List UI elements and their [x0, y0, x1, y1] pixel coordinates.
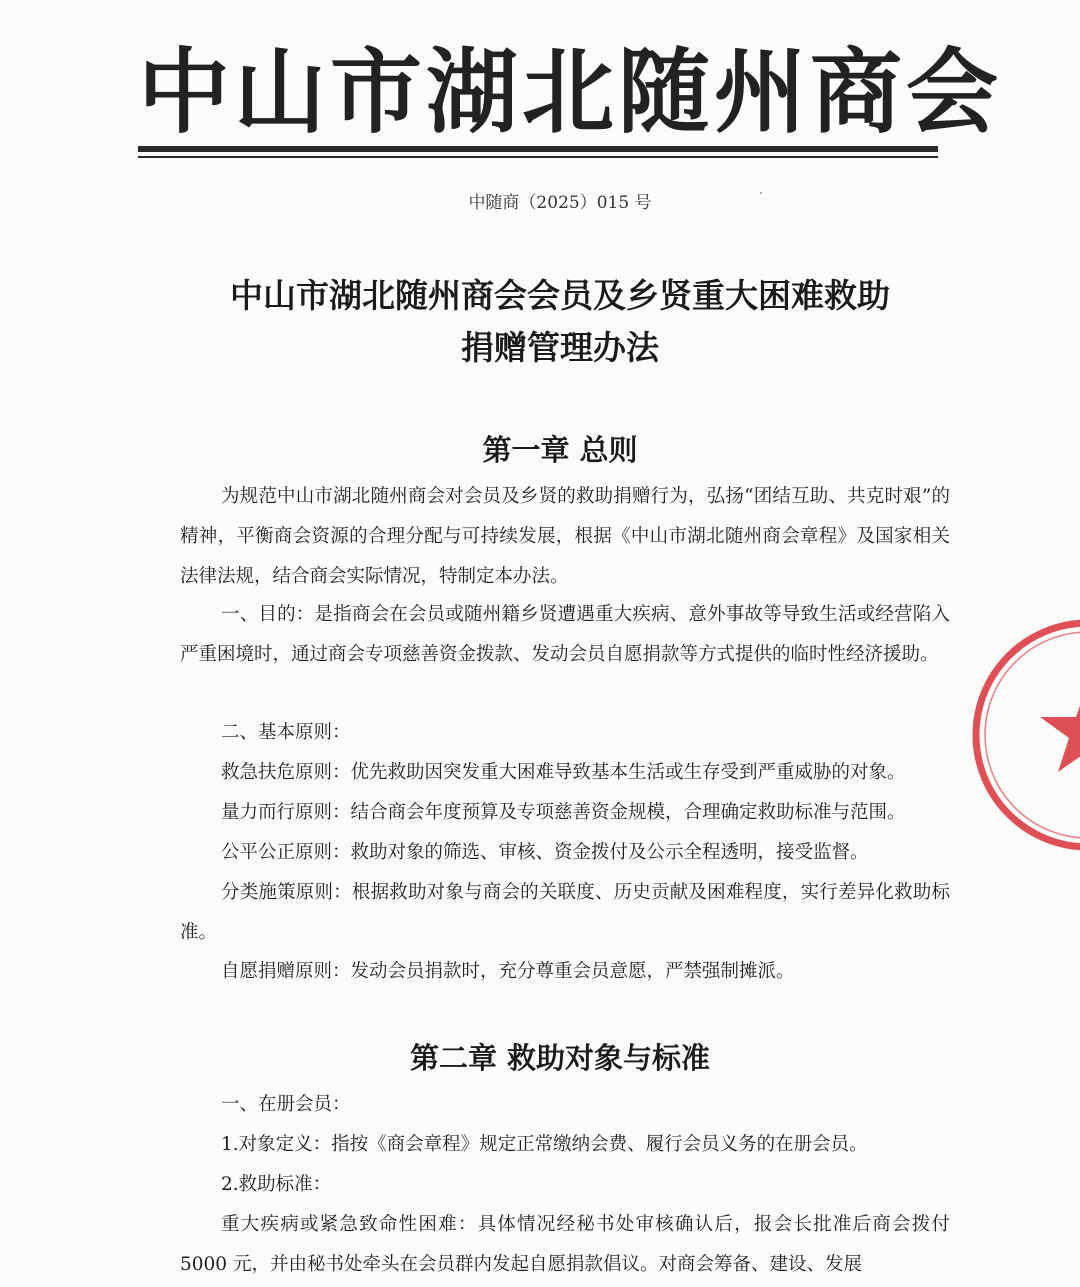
seal-star-icon [1040, 683, 1080, 772]
document-number: 中随商（2025）015 号 [468, 193, 652, 213]
item-major-illness: 重大疾病或紧急致命性困难：具体情况经秘书处审核确认后，报会长批准后商会拨付 5000 元，并由秘书处牵头在会员群内发起自愿捐款倡议。对商会筹备、建设、发展 [180, 1214, 950, 1275]
chapter1-intro: 为规范中山市湖北随州商会对会员及乡贤的救助捐赠行为，弘扬“团结互助、共克时艰”的精神，平衡商会资源的合理分配与可持续发展，根据《中山市湖北随州商会章程》及国家相关法律法规，结合商会实际情况，特制定本办法。 [180, 486, 950, 587]
principles-heading: 二、基本原则： [221, 722, 351, 743]
principle-1: 救急扶危原则：优先救助因突发重大困难导致基本生活或生存受到严重威胁的对象。 [221, 762, 906, 783]
masthead-rule-thin [138, 156, 938, 158]
red-seal-stamp [968, 615, 1080, 855]
chapter1-purpose: 一、目的：是指商会在会员或随州籍乡贤遭遇重大疾病、意外事故等导致生活或经营陷入严重困境时，通过商会专项慈善资金拨款、发动会员自愿捐款等方式提供的临时性经济援助。 [180, 604, 950, 665]
item-standard: 2.救助标准： [221, 1174, 332, 1195]
principle-2: 量力而行原则：结合商会年度预算及专项慈善资金规模，合理确定救助标准与范围。 [221, 802, 906, 823]
section-registered-members: 一、在册会员： [221, 1094, 351, 1115]
principle-5: 自愿捐赠原则：发动会员捐款时，充分尊重会员意愿，严禁强制摊派。 [221, 961, 795, 982]
principle-3: 公平公正原则：救助对象的筛选、审核、资金拨付及公示全程透明，接受监督。 [221, 842, 869, 863]
item-definition: 1.对象定义：指按《商会章程》规定正常缴纳会费、履行会员义务的在册会员。 [221, 1134, 868, 1155]
principle-4: 分类施策原则：根据救助对象与商会的关联度、历史贡献及困难程度，实行差异化救助标准。 [180, 882, 950, 943]
document-title-line1: 中山市湖北随州商会会员及乡贤重大困难救助 [230, 276, 890, 315]
org-masthead: 中山市湖北随州商会 [138, 39, 1003, 146]
chapter2-heading: 第二章 救助对象与标准 [409, 1041, 711, 1075]
masthead-rule-thick [138, 146, 938, 152]
document-title-line2: 捐赠管理办法 [461, 328, 659, 367]
chapter1-heading: 第一章 总则 [482, 433, 638, 467]
